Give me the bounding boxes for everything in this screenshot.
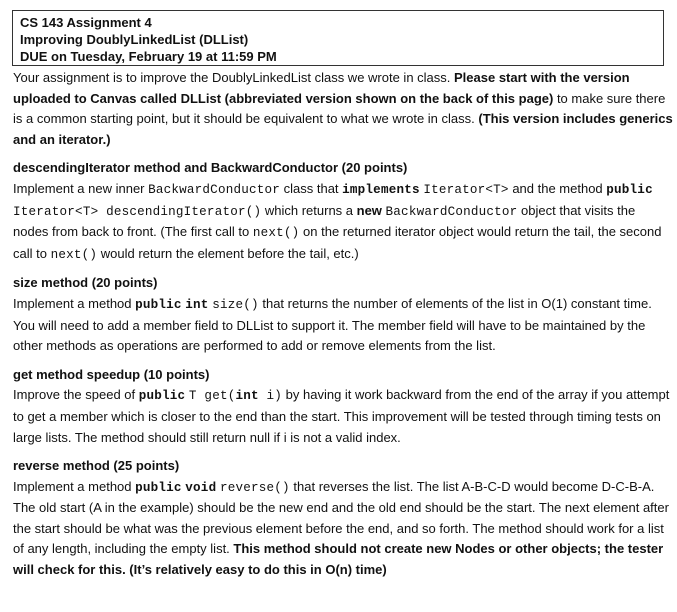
- intro-bold-note: (This version includes generics and an iterator.): [13, 111, 673, 147]
- text-run: Improve the speed of: [13, 387, 139, 403]
- text-run: class that: [280, 180, 343, 196]
- assignment-title: Improving DoublyLinkedList (DLList): [20, 32, 249, 47]
- code-run: T get(: [188, 389, 236, 404]
- descending-paragraph: [13, 179, 673, 265]
- intro-bold-instruction: Please start with the version uploaded to Canvas called DLList (abbreviated version shown on the back of this page): [13, 70, 630, 106]
- code-keyword: public: [606, 182, 653, 197]
- text-run: Implement a new inner: [13, 180, 149, 196]
- code-keyword: implements: [342, 182, 420, 197]
- section-heading-reverse: reverse method (25 points): [13, 458, 180, 474]
- code-run: reverse(): [219, 480, 290, 495]
- text-run: that reverses the list. The list A-B-C-D would become D-C-B-A. The old start (A in the example) should be the new end and the old end should be the start. The next element after the start should be what was the previous element before the end, and so forth. The method should work for a list of any length, including the empty list.: [13, 478, 669, 557]
- intro-text: Your assignment is to improve the DoublyLinkedList class we wrote in class.: [13, 70, 455, 85]
- get-paragraph: [13, 385, 673, 448]
- document-body: [13, 68, 673, 587]
- size-paragraph: [13, 294, 673, 357]
- text-run: would return the element before the tail, etc.): [97, 245, 359, 261]
- section-heading-get: get method speedup (10 points): [13, 366, 210, 382]
- assignment-header-box: [12, 10, 664, 66]
- section-heading-descending: descendingIterator method and BackwardConductor (20 points): [13, 160, 408, 176]
- code-keyword: public: [135, 297, 182, 312]
- code-run: BackwardConductor: [148, 182, 281, 197]
- code-run: i): [258, 389, 283, 404]
- text-run: by having it work backward from the end of the array if you attempt to get a member which is closer to the end than the start. This improvement will be tested through timing tests on large lists. The method should still return null if i is not a valid index.: [13, 387, 670, 445]
- code-keyword: int: [235, 389, 259, 404]
- text-run: that returns the number of elements of the list in O(1) constant time. You will need to add a member field to DLList to support it. The member field will have to be maintained by the other methods as operations are performed to add or remove elements from the list.: [13, 295, 652, 354]
- code-run: Iterator<T>: [423, 182, 509, 197]
- text-run: and the method: [508, 180, 607, 196]
- code-run: Iterator<T> descendingIterator(): [13, 204, 262, 219]
- section-heading-size: size method (20 points): [13, 275, 158, 291]
- course-title: CS 143 Assignment 4: [20, 15, 152, 30]
- text-run: which returns a: [261, 202, 357, 218]
- code-run: next(): [50, 247, 98, 262]
- due-date: DUE on Tuesday, February 19 at 11:59 PM: [20, 49, 277, 64]
- code-keyword: public: [138, 389, 186, 404]
- text-run: Implement a method: [13, 478, 136, 494]
- text-run: object that visits the nodes from back to front. (The first call to: [13, 202, 636, 240]
- code-run: size(): [212, 297, 259, 312]
- text-run: on the returned iterator object would return the tail, the second call to: [13, 224, 662, 261]
- reverse-bold-note: This method should not create new Nodes or other objects; the tester will check for this. (It’s relatively easy to do this in O(n) time): [13, 541, 664, 578]
- code-run: BackwardConductor: [385, 204, 518, 219]
- text-run: Implement a method: [13, 295, 136, 311]
- code-keyword: int: [185, 297, 209, 312]
- reverse-paragraph: [13, 477, 673, 581]
- intro-paragraph: [13, 68, 673, 150]
- code-keyword: void: [185, 480, 217, 495]
- intro-text-2: to make sure there is a common starting point, but it should be equivalent to what we wrote in class.: [13, 90, 666, 127]
- code-keyword: public: [135, 480, 182, 495]
- code-run: next(): [252, 226, 300, 241]
- code-keyword: new: [356, 202, 382, 218]
